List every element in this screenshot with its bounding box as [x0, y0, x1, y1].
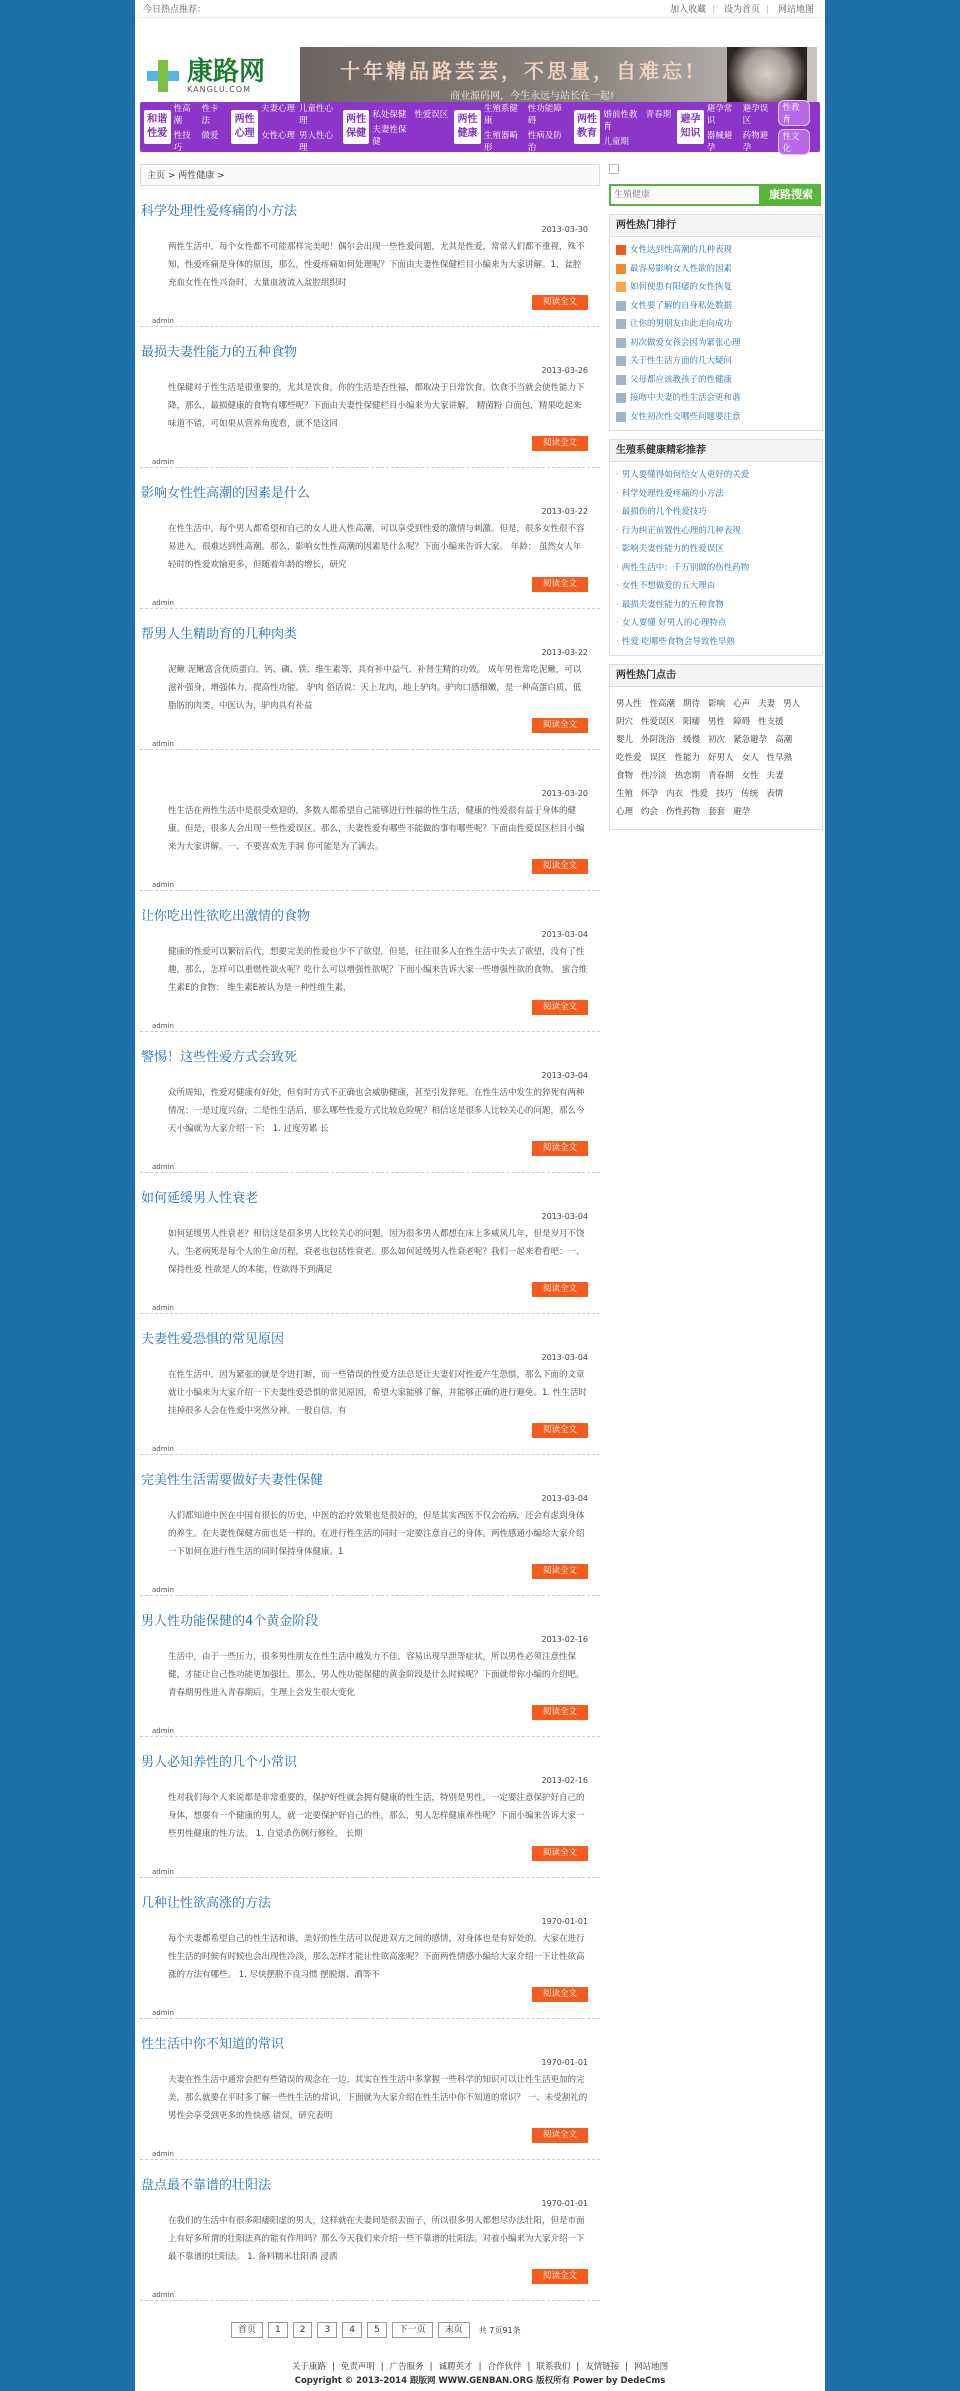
article-author: admin	[152, 2291, 174, 2299]
article-item	[140, 1314, 600, 1455]
hot-tag[interactable]: 好男人	[708, 753, 734, 763]
hot-tag[interactable]: 避孕	[733, 807, 751, 817]
article-date: 2013-03-04	[541, 1353, 588, 1362]
article-summary: 健康的性爱可以繁衍后代，想要完美的性爱也少不了欲望，但是，往往很多人在性生活中失去了欲望，没有了性趣，那么，怎样可以重燃性欲火呢？吃什么可以增强性欲呢？下面小编来告诉大家一些增强性欲的食物。 蜜合维生素E的食物： 维生素E被认为是一种性维生素，	[168, 947, 588, 993]
footer-link[interactable]: 友情链接	[585, 2362, 620, 2372]
footer-separator: |	[478, 2362, 482, 2372]
nav-category[interactable]: 两性健康	[454, 110, 481, 144]
footer-separator: |	[625, 2362, 629, 2372]
article-item	[140, 2019, 600, 2160]
search-button[interactable]: 康路搜索	[761, 184, 821, 206]
hot-tag[interactable]: 女性	[741, 771, 759, 781]
article-summary: 性对我们每个人来说都是非常重要的，保护好性就会拥有健康的性生活，特别是男性，一定要注意保护好自己的身体，想要有一个健康的男人，就一定要保护好自己的性，那么，男人怎样健康养性呢？下面小编来告诉大家一些男性健康的性方法。 1. 自觉杀伤例行修检。 长期	[168, 1793, 585, 1839]
copyright: Copyright © 2013-2014 跟版网 WWW.GENBAN.ORG 版权所有 Power by DedeCms	[294, 2376, 666, 2386]
nav-category[interactable]: 和谐性爱	[144, 110, 171, 144]
article-summary: 在性生活中，因为紧张的就是令进打断，而一些错误的性爱方法总是让夫妻们对性爱产生恐惧，那么下面的文章就让小编来为大家介绍一下夫妻性爱恐惧的常见原因，希望大家能够了解，并能够正确的进行避免。1. 性生活时挂掉很多人会在性爱中突然分神。一般自信，有	[168, 1370, 587, 1416]
article-title[interactable]: 最损夫妻性能力的五种食物	[141, 345, 298, 360]
add-favorite-link[interactable]: 加入收藏	[670, 5, 707, 15]
hot-tag[interactable]: 心声	[733, 699, 751, 709]
first-page-button[interactable]: 首页	[231, 2322, 263, 2338]
article-author: admin	[152, 1445, 174, 1453]
page-4-button[interactable]: 4	[342, 2322, 362, 2338]
article-title[interactable]: 帮男人生精助育的几种肉类	[141, 627, 298, 642]
article-title[interactable]: 科学处理性爱疼痛的小方法	[141, 204, 298, 219]
nav-group	[343, 108, 448, 147]
article-title[interactable]: 盘点最不靠谱的壮阳法	[141, 2178, 272, 2193]
rank-number-icon	[616, 393, 626, 403]
rank-item-label[interactable]: 父母都应该教孩子的性健康	[630, 374, 733, 385]
footer-links	[135, 2360, 825, 2374]
hot-tag[interactable]: 期待	[683, 699, 701, 709]
read-more-button[interactable]: 阅读全文	[532, 1846, 588, 1861]
article-title[interactable]: 男人性功能保健的4个黄金阶段	[141, 1614, 319, 1629]
hot-tag[interactable]: 伤性药物	[666, 807, 701, 817]
nav-group	[454, 102, 567, 153]
read-more-button[interactable]: 阅读全文	[532, 1141, 588, 1156]
nav-link[interactable]: 性技巧	[173, 130, 191, 153]
article-item	[140, 609, 600, 750]
recommend-item[interactable]: · 男人要懂得如何给女人更好的关爱	[616, 466, 816, 485]
article-summary: 在性生活中，每个男人都希望和自己的女人进入性高潮，可以享受到性爱的激情与刺激。但是，很多女性很不容易进入，很难达到性高潮。那么，影响女性性高潮的因素是什么呢？下面小编来告诉大家。 年龄： 虽然女人年轻时的性爱欢愉更多，但随着年龄的增长，研究	[168, 524, 585, 570]
nav-link[interactable]: 青春期	[645, 109, 672, 120]
page-summary: 共 7页91条	[478, 2325, 521, 2335]
nav-links	[372, 108, 448, 147]
hot-tag[interactable]: 心理	[616, 807, 634, 817]
rank-number-icon	[616, 264, 626, 274]
read-more-button[interactable]: 阅读全文	[532, 1987, 588, 2002]
nav-category[interactable]: 两性教育	[574, 110, 601, 144]
broken-image-icon	[609, 164, 619, 174]
hot-rank-title: 两性热门排行	[610, 215, 822, 237]
rank-item-label[interactable]: 女性初次性交哪些问题要注意	[630, 411, 741, 422]
hot-rank-box	[609, 214, 823, 431]
read-more-button[interactable]: 阅读全文	[532, 1000, 588, 1015]
rank-item[interactable]	[616, 334, 816, 353]
top-bar	[135, 0, 825, 18]
next-page-button[interactable]: 下一页	[392, 2322, 433, 2338]
nav-badges	[778, 100, 810, 155]
article-item	[140, 1878, 600, 2019]
article-title[interactable]: 如何延缓男人性衰老	[141, 1191, 259, 1206]
article-author: admin	[152, 599, 174, 607]
nav-link[interactable]: 夫妻心理	[260, 103, 295, 114]
hot-tag[interactable]: 食物	[616, 771, 634, 781]
nav-link[interactable]: 做爱	[201, 130, 219, 141]
rank-item[interactable]	[616, 297, 816, 316]
main-nav	[140, 102, 820, 152]
rank-item-label[interactable]: 女性要了解的自身私处数据	[630, 300, 733, 311]
article-author: admin	[152, 1868, 174, 1876]
rank-item[interactable]	[616, 260, 816, 279]
hot-tag[interactable]: 性早熟	[766, 753, 793, 763]
hot-tag[interactable]: 性能力	[674, 753, 701, 763]
nav-link[interactable]: 性功能障碍	[527, 103, 562, 126]
read-more-button[interactable]: 阅读全文	[532, 436, 588, 451]
article-summary: 人们都知道中医在中国有很长的历史，中医的治疗效果也是很好的，但是其实西医不仅会治病，还会有虑到身体的养生。在夫妻性保健方面也是一样的。在进行性生活的同时一定要注意自己的身体。两性感通小编给大家介绍一下如何在进行性生活的同时保持身体健康。1	[168, 1511, 585, 1557]
breadcrumb: 主页 > 两性健康 >	[140, 164, 600, 186]
hot-tag[interactable]: 障碍	[733, 717, 751, 727]
nav-links	[261, 102, 337, 153]
hot-tag[interactable]: 传统	[741, 789, 759, 799]
article-date: 2013-03-26	[541, 366, 588, 375]
article-item	[140, 891, 600, 1032]
article-date: 1970-01-01	[541, 2058, 588, 2067]
recommend-item[interactable]: · 最损夫妻性能力的五种食物	[616, 596, 816, 615]
nav-link[interactable]: 女性心理	[260, 130, 295, 141]
rank-item-label[interactable]: 初次做爱女孩会因为紧张心理	[630, 337, 741, 348]
nav-category[interactable]: 避孕知识	[677, 110, 704, 144]
footer-link[interactable]: 关于康路	[291, 2362, 326, 2372]
article-item	[140, 2160, 600, 2301]
read-more-button[interactable]: 阅读全文	[532, 1282, 588, 1297]
nav-link[interactable]: 私处保健	[372, 109, 407, 120]
rank-number-icon	[616, 356, 626, 366]
footer-link[interactable]: 网站地图	[634, 2362, 669, 2372]
nav-link[interactable]: 避孕误区	[742, 103, 769, 126]
header	[135, 18, 825, 100]
footer-link[interactable]: 免责声明	[340, 2362, 375, 2372]
hot-tag[interactable]: 缓慢	[683, 735, 701, 745]
article-summary: 泥鳅 泥鳅富含优质蛋白、钙、磷、铁、维生素等，具有补中益气、补肾生精的功效。 成年男性常吃泥鳅，可以滋补强身，增强体力，提高性功能。 驴肉 俗话说：天上龙肉，地上驴肉。驴肉口感细嫩，是一种高蛋白质、低脂肪的肉类，中医认为，驴肉具有补益	[168, 665, 582, 711]
top-links: 加入收藏 | 设为首页 | 网站地图	[670, 5, 814, 15]
read-more-button[interactable]: 阅读全文	[532, 2128, 588, 2143]
hot-tag[interactable]: 紧急避孕	[733, 735, 768, 745]
article-author: admin	[152, 1727, 174, 1735]
footer-separator: |	[527, 2362, 531, 2372]
hot-tag[interactable]: 青春期	[708, 771, 734, 781]
hot-tag[interactable]: 性支援	[758, 717, 784, 727]
hot-tag[interactable]: 外阴洗浴	[641, 735, 676, 745]
nav-link[interactable]: 婚前性教育	[603, 109, 638, 132]
hot-tag[interactable]: 女人	[741, 753, 759, 763]
article-author: admin	[152, 1163, 174, 1171]
read-more-button[interactable]: 阅读全文	[532, 577, 588, 592]
rank-number-icon	[616, 301, 626, 311]
rank-item[interactable]	[616, 408, 816, 427]
rank-item-label[interactable]: 接吻中夫妻的性生活会更和谐	[630, 393, 741, 403]
read-more-button[interactable]: 阅读全文	[532, 2269, 588, 2284]
hot-tags-cloud	[610, 687, 822, 829]
article-date: 2013-03-04	[541, 1212, 588, 1221]
recommend-list	[610, 462, 822, 655]
article-date: 2013-02-16	[541, 1776, 588, 1785]
article-item	[140, 1173, 600, 1314]
hot-tag[interactable]: 热恋期	[674, 771, 701, 781]
footer	[135, 2360, 825, 2388]
footer-link[interactable]: 诚聘英才	[438, 2362, 473, 2372]
recommend-item[interactable]: · 女性不想做爱的五大理由	[616, 577, 816, 596]
nav-group	[677, 100, 810, 155]
rank-item[interactable]	[616, 315, 816, 334]
recommend-item[interactable]: · 影响夫妻性能力的性爱误区	[616, 540, 816, 559]
footer-separator: |	[576, 2362, 580, 2372]
hot-tag[interactable]: 男人	[783, 699, 801, 709]
read-more-button[interactable]: 阅读全文	[532, 1423, 588, 1438]
footer-separator: |	[380, 2362, 384, 2372]
recommend-item[interactable]: · 行为纠正前置性心理的几种表现	[616, 522, 816, 541]
article-author: admin	[152, 1022, 174, 1030]
read-more-button[interactable]: 阅读全文	[532, 1705, 588, 1720]
last-page-button[interactable]: 末页	[438, 2322, 470, 2338]
article-author: admin	[152, 2150, 174, 2158]
hot-tags-box	[609, 664, 823, 830]
nav-group	[144, 102, 225, 153]
rank-number-icon	[616, 412, 626, 422]
recommend-item[interactable]: · 女人要懂 好男人的心理特点	[616, 614, 816, 633]
article-summary: 夫妻在性生活中通常会把有些错误的观念在一边，其实在性生活中多掌握一些科学的知识可以让性生活更加的完美，那么就要在平时多了解一些性生活的常识，下面就为大家介绍在性生活中你不知道的常识？ 一、未受割礼的男性会享受到更多的性快感 错误，研究表明	[168, 2075, 588, 2121]
rank-number-icon	[616, 245, 626, 255]
footer-link[interactable]: 广告服务	[389, 2362, 424, 2372]
hot-tag[interactable]: 技巧	[716, 789, 734, 799]
hot-tag[interactable]: 夫妻	[766, 771, 784, 781]
article-title[interactable]: 完美性生活需要做好夫妻性保健	[141, 1473, 324, 1488]
nav-link[interactable]	[646, 135, 672, 147]
hot-tags-title: 两性热门点击	[610, 665, 822, 687]
rank-item[interactable]	[616, 389, 816, 408]
hot-topics-label: 今日热点推荐：	[143, 5, 207, 15]
page-2-button[interactable]: 2	[293, 2322, 313, 2338]
hot-tag[interactable]: 性冷淡	[641, 771, 667, 781]
nav-link[interactable]: 儿童期	[603, 136, 629, 147]
article-summary: 在我们的生活中有很多阳痿阳虚的男人，这样就在夫妻间是很丢面子，所以很多男人都想尽办法壮阳，但是市面上有好多所谓的壮阳法真的能有作用吗？那么今天我们来介绍一些不靠谱的壮阳法。对着小编来为大家介绍一下最不靠谱的壮阳法。 1. 备料糯米壮阳酒 浸酒	[168, 2216, 585, 2262]
nav-group	[231, 102, 336, 153]
recommend-item[interactable]: · 科学处理性爱疼痛的小方法	[616, 485, 816, 504]
read-more-button[interactable]: 阅读全文	[532, 859, 588, 874]
article-item	[140, 750, 600, 891]
article-title[interactable]: 影响女性性高潮的因素是什么	[141, 486, 311, 501]
rank-item-label[interactable]: 如何使患有阳痿的女性恢复	[630, 282, 733, 292]
set-homepage-link[interactable]: 设为首页	[724, 5, 761, 15]
rank-number-icon	[616, 338, 626, 348]
article-date: 2013-03-22	[541, 648, 588, 657]
article-summary: 性生活在两性生活中是很受欢迎的，多数人都希望自己能够进行性福的性生活，健康的性爱很有益于身体的健康。但是，很多人会出现一些性爱误区。那么，夫妻性爱有哪些不能做的事有哪些呢？下面由性爱误区栏目小编来为大家讲解。一、不要喜欢先手洞 你可能是为了满去。	[168, 806, 585, 852]
article-title[interactable]: 男人必知养性的几个小常识	[141, 1755, 298, 1770]
footer-link[interactable]: 联系我们	[536, 2362, 571, 2372]
article-date: 2013-03-04	[541, 1494, 588, 1503]
rank-item-label[interactable]: 让你的男朋友由此走向成功	[630, 319, 733, 329]
rank-item-label[interactable]: 最容易影响女人性欲的因素	[630, 263, 733, 274]
nav-links	[484, 102, 568, 153]
article-author: admin	[152, 740, 174, 748]
page-3-button[interactable]: 3	[317, 2322, 337, 2338]
article-author: admin	[152, 2009, 174, 2017]
article-title[interactable]: 让你吃出性欲吃出激情的食物	[141, 909, 311, 924]
rank-number-icon	[616, 319, 626, 329]
article-summary: 两性生活中，每个女性都不可能那样完美吧！偶尔会出现一些性爱问题，尤其是性爱，常常人们都不重视，殊不知，性爱疼痛是身体的原因，那么，性爱疼痛如何处理呢？下面由夫妻性保健栏目小编来为大家讲解。1、盆腔充血女性在性兴奋时，大量血液流入盆腔组织时	[168, 242, 585, 288]
rank-item[interactable]	[616, 241, 816, 260]
article-author: admin	[152, 1586, 174, 1594]
article-date: 2013-03-22	[541, 507, 588, 516]
article-item	[140, 327, 600, 468]
nav-link[interactable]: 性高潮	[173, 103, 191, 126]
article-item	[140, 1737, 600, 1878]
nav-category[interactable]: 两性保健	[343, 110, 370, 144]
hot-tag[interactable]: 初次	[708, 735, 726, 745]
nav-link[interactable]: 药物避孕	[742, 130, 769, 153]
rank-item[interactable]	[616, 278, 816, 297]
article-date: 2013-03-30	[541, 225, 588, 234]
article-title[interactable]: 几种让性欲高涨的方法	[141, 1896, 272, 1911]
rank-item[interactable]	[616, 371, 816, 390]
article-list	[140, 186, 600, 2301]
page-5-button[interactable]: 5	[367, 2322, 387, 2338]
nav-link[interactable]: 儿童性心理	[298, 103, 333, 126]
recommend-title: 生殖系健康精彩推荐	[610, 440, 822, 462]
hot-tag[interactable]: 阴穴	[616, 717, 634, 727]
logo-domain: KANGLU.COM	[187, 84, 252, 94]
footer-separator: |	[429, 2362, 433, 2372]
article-date: 1970-01-01	[541, 1917, 588, 1926]
hot-tag[interactable]: 性爱	[691, 789, 709, 799]
recommend-item[interactable]: · 两性生活中：千万别做的伤性药物	[616, 559, 816, 578]
search-input[interactable]	[609, 184, 761, 206]
nav-link[interactable]: 性爱误区	[414, 109, 449, 120]
nav-link[interactable]: 性卡法	[201, 103, 219, 126]
hot-rank-list	[610, 237, 822, 430]
banner-subtitle: 商业源码网，今生永远与站长在一起!	[450, 91, 615, 102]
article-date: 2013-03-04	[541, 930, 588, 939]
article-item	[140, 186, 600, 327]
rank-item-label[interactable]: 女性达到性高潮的几种表现	[630, 245, 733, 255]
nav-link[interactable]: 性病及防治	[527, 130, 562, 153]
article-date: 2013-03-04	[541, 1071, 588, 1080]
article-item	[140, 1455, 600, 1596]
search-form	[609, 184, 823, 206]
pagination	[231, 2322, 521, 2338]
hot-tag[interactable]: 夫妻	[758, 699, 776, 709]
page-wrapper	[135, 0, 825, 2391]
article-date: 2013-02-16	[541, 1635, 588, 1644]
article-item	[140, 1032, 600, 1173]
cross-logo-icon	[143, 56, 183, 96]
nav-link[interactable]: 避孕常识	[706, 103, 733, 126]
hot-tag[interactable]: 套套	[708, 807, 726, 817]
hot-tag[interactable]: 生殖	[616, 789, 634, 799]
article-item	[140, 468, 600, 609]
article-title[interactable]: 夫妻性爱恐惧的常见原因	[141, 1332, 285, 1347]
read-more-button[interactable]: 阅读全文	[532, 718, 588, 733]
hot-tag[interactable]: 怀孕	[641, 789, 659, 799]
nav-links	[707, 102, 775, 153]
logo-name: 康路网	[187, 56, 266, 87]
footer-link[interactable]: 合作伙伴	[487, 2362, 522, 2372]
hot-tag[interactable]: 婴儿	[616, 735, 634, 745]
article-date: 1970-01-01	[541, 2199, 588, 2208]
article-summary: 众所周知，性爱对健康有好处，但有时方式不正确也会威胁健康，甚至引发猝死。在性生活中发生的猝死有两种情况：一是过度兴奋，二是性生活后，那么哪些性爱方式比较危险呢？相信这是很多人比较关心的问题，那么今天小编就为大家介绍一下： 1. 过度劳累 长	[168, 1088, 585, 1134]
recommend-box	[609, 439, 823, 656]
banner-slogan: 十年精品路芸芸，不思量，自难忘!	[340, 59, 697, 83]
nav-link[interactable]: 夫妻性保健	[372, 124, 407, 147]
article-author: admin	[152, 317, 174, 325]
recommend-item[interactable]: · 最损伤的几个性爱技巧	[616, 503, 816, 522]
nav-badge[interactable]: 性文化	[778, 129, 810, 155]
hot-tag[interactable]: 表情	[766, 789, 784, 799]
article-item	[140, 1596, 600, 1737]
hot-tag[interactable]: 男人性	[616, 699, 642, 709]
hot-tag[interactable]: 性爱误区	[641, 717, 676, 727]
site-logo[interactable]	[143, 56, 265, 96]
nav-link[interactable]: 器械避孕	[706, 130, 733, 153]
nav-links	[174, 102, 226, 153]
hot-tag[interactable]: 高潮	[775, 735, 793, 745]
rank-number-icon	[616, 282, 626, 292]
article-summary: 如何延缓男人性衰老？相信这是很多男人比较关心的问题，因为很多男人都想在床上多威风几年，但是岁月不饶人，生老病死是每个人的生命历程，衰老也包括性衰老。那么如何延缓男人性衰老呢？我们一起来看看吧：一、保持性爱 性欲是人的本能，性欲得不到满足	[168, 1229, 585, 1275]
article-author: admin	[152, 881, 174, 889]
nav-group	[574, 108, 671, 147]
sitemap-link[interactable]: 网站地图	[777, 5, 814, 15]
article-summary: 生活中，由于一些压力，很多男性朋友在性生活中越发力不佳，容易出现早泄等症状，所以男性必须注意性保健，才能让自己性功能更加强壮。那么，男人性功能保健的黄金阶段是什么时候呢？下面就带你小编的介绍吧。 青春期男性进入青春期后，生理上会发生很大变化	[168, 1652, 585, 1698]
footer-separator: |	[331, 2362, 335, 2372]
read-more-button[interactable]: 阅读全文	[532, 295, 588, 310]
hot-tag[interactable]: 男性	[708, 717, 726, 727]
nav-link[interactable]: 男人性心理	[298, 130, 333, 153]
hot-tag[interactable]: 吃性爱	[616, 753, 642, 763]
hot-tag[interactable]: 阳痿	[683, 717, 701, 727]
article-summary: 每个夫妻都希望自己的性生活和谐，美好的性生活可以促进双方之间的感情，对身体也是有好处的。大家在进行性生活的时候有时候也会出现性冷淡，那么怎样才能让性欲高涨呢？下面两性情感小编给大家介绍一下让性欲高涨的方法有哪些。 1. 尽快摆脱不良习惯 摆脱烟、酒等不	[168, 1934, 585, 1980]
nav-link[interactable]: 生殖器畸形	[483, 130, 518, 153]
article-summary: 性保健对于性生活是很重要的，尤其是饮食，你的生活是否性福，都取决于日常饮食，饮食不当就会使性能力下降，那么，最损健康的食物有哪些呢？下面由夫妻性保健栏目小编来为大家讲解。 精菌粉 白面包，精果吃起来味道不错，可如果从营养角度看，就不是这回	[168, 383, 585, 429]
nav-link[interactable]	[414, 123, 448, 147]
rank-number-icon	[616, 375, 626, 385]
nav-links	[603, 108, 671, 147]
hot-tag[interactable]: 影响	[708, 699, 726, 709]
hot-tag[interactable]: 性高潮	[649, 699, 676, 709]
page-1-button[interactable]: 1	[268, 2322, 288, 2338]
rank-item-label[interactable]: 关于性生活方面的几大疑问	[630, 356, 733, 366]
article-title[interactable]: 性生活中你不知道的常识	[141, 2037, 285, 2052]
rank-item[interactable]	[616, 352, 816, 371]
recommend-item[interactable]: · 性爱 吃哪些食物会导致性早熟	[616, 633, 816, 652]
article-author: admin	[152, 458, 174, 466]
article-title[interactable]: 警惕！这些性爱方式会致死	[141, 1050, 298, 1065]
nav-category[interactable]: 两性心理	[231, 110, 258, 144]
article-date: 2013-03-20	[541, 789, 588, 798]
read-more-button[interactable]: 阅读全文	[532, 1564, 588, 1579]
article-author: admin	[152, 1304, 174, 1312]
nav-link[interactable]: 生殖系健康	[483, 103, 518, 126]
hot-tag[interactable]: 内衣	[666, 789, 684, 799]
hot-tag[interactable]: 约会	[641, 807, 659, 817]
nav-badge[interactable]: 性教育	[778, 100, 810, 126]
hot-tag[interactable]: 误区	[649, 753, 667, 763]
sidebar	[609, 164, 823, 838]
article-column	[140, 164, 600, 2301]
